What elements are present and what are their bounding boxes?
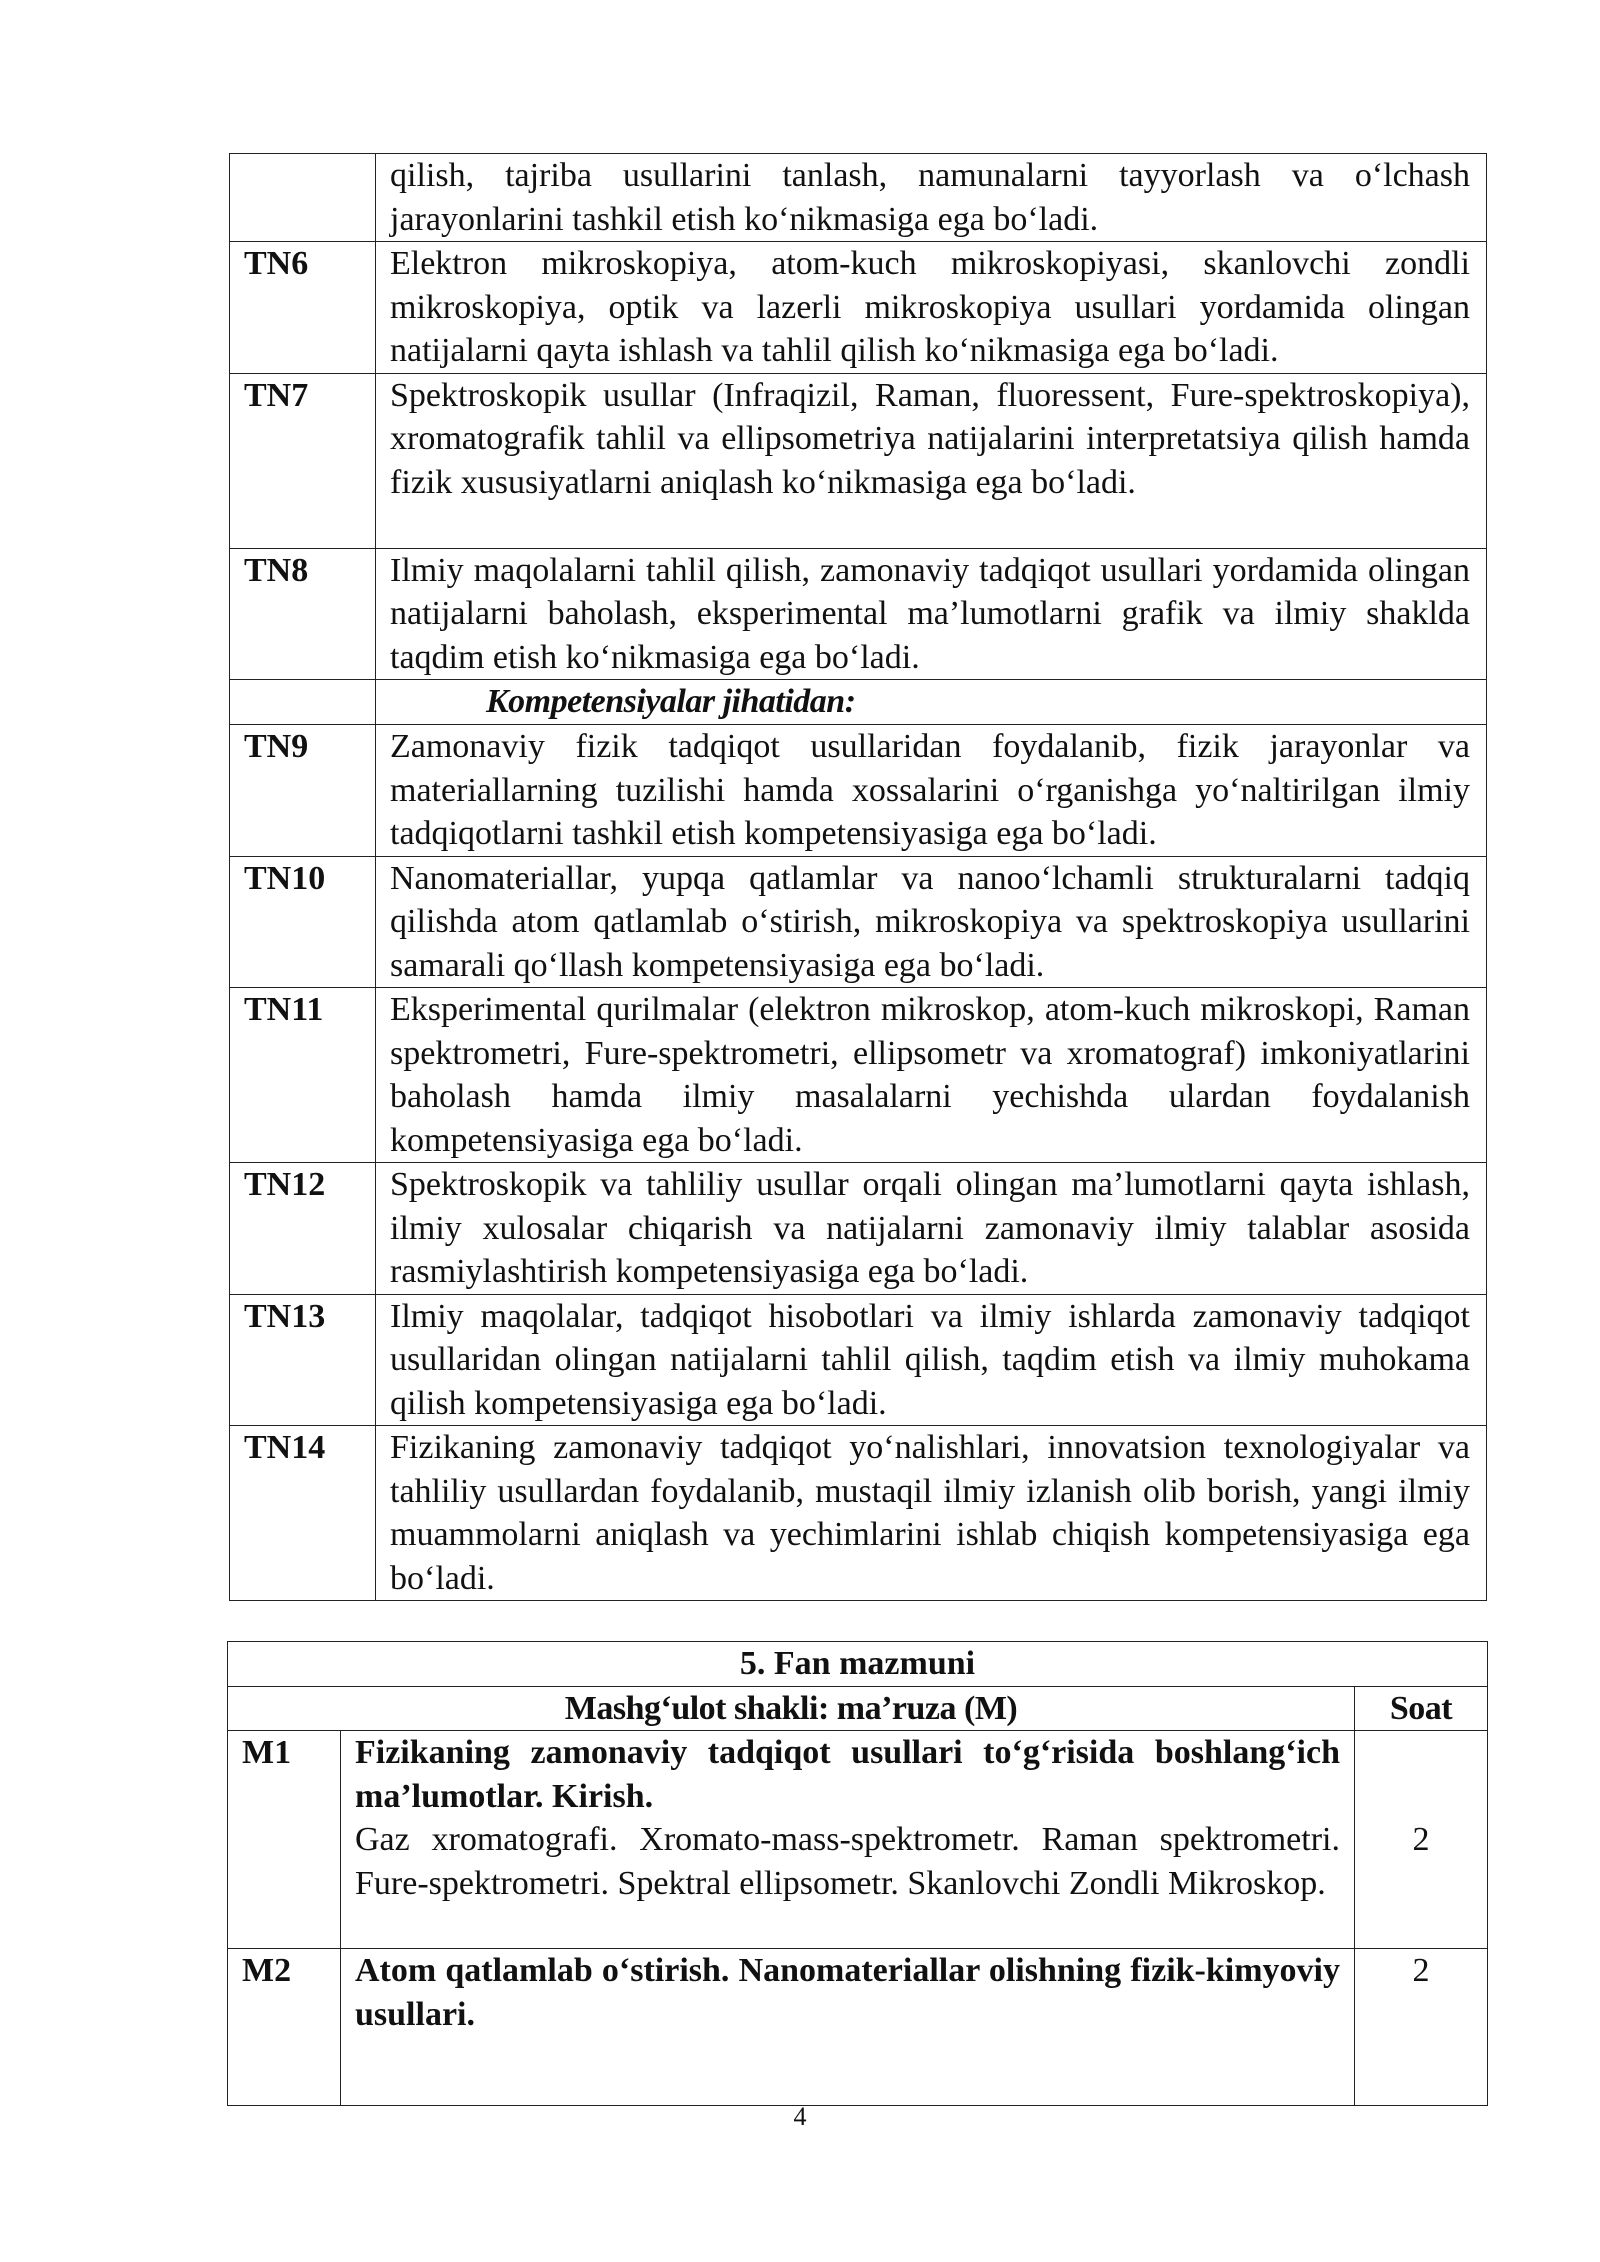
outcome-row [230,154,1487,242]
page-number: 4 [793,2102,807,2131]
lecture-body: Gaz xromatografi. Xromato-mass-spektrometr. Raman spektrometri. Fure-spektrometri. Spektral ellipsometr. Skanlovchi Zondli Mikroskop. [355,1821,1340,1902]
course-content-table [227,1641,1488,2106]
competency-text: Zamonaviy fizik tadqiqot usullaridan foydalanib, fizik jarayonlar va materiallarning tuzilishi hamda xossalarini o‘rganishga yo‘naltirilgan ilmiy tadqiqotlarni tashkil etish kompetensiyasiga ega bo‘ladi. [376,725,1487,857]
competency-row [230,725,1487,857]
outcome-code: TN6 [230,242,376,374]
competency-text: Ilmiy maqolalar, tadqiqot hisobotlari va ilmiy ishlarda zamonaviy tadqiqot usullaridan olingan natijalarni tahlil qilish, taqdim etish va ilmiy muhokama qilish kompetensiyasiga ega bo‘ladi. [376,1294,1487,1426]
competency-code: TN9 [230,725,376,857]
learning-outcomes-table [229,153,1487,1601]
lecture-topic [341,1731,1355,1949]
content-title: 5. Fan mazmuni [228,1642,1488,1687]
lecture-hours: 2 [1355,1949,1488,2106]
competency-text: Fizikaning zamonaviy tadqiqot yo‘nalishlari, innovatsion texnologiyalar va tahliliy usullardan foydalanib, mustaqil ilmiy izlanish olib borish, yangi ilmiy muammolarni aniqlash va yechimlarini ishlab chiqish kompetensiyasiga ega bo‘ladi. [376,1426,1487,1601]
outcome-code [230,154,376,242]
lecture-code: M2 [228,1949,341,2106]
lecture-row [228,1949,1488,2106]
outcome-code: TN8 [230,548,376,680]
section-heading-empty-cell [230,680,376,725]
lecture-row [228,1731,1488,1949]
competency-text: Nanomateriallar, yupqa qatlamlar va nanoo‘lchamli strukturalarni tadqiq qilishda atom qatlamlab o‘stirish, mikroskopiya va spektroskopiya usullarini samarali qo‘llash kompetensiyasiga ega bo‘ladi. [376,856,1487,988]
competency-row [230,1294,1487,1426]
content-title-row [228,1642,1488,1687]
lecture-topic [341,1949,1355,2106]
content-header-row [228,1686,1488,1731]
outcome-text: Elektron mikroskopiya, atom-kuch mikroskopiyasi, skanlovchi zondli mikroskopiya, optik va lazerli mikroskopiya usullari yordamida olingan natijalarni qayta ishlash va tahlil qilish ko‘nikmasiga ega bo‘ladi. [376,242,1487,374]
competency-row [230,1163,1487,1295]
competency-code: TN12 [230,1163,376,1295]
competency-row [230,1426,1487,1601]
section-heading-row [230,680,1487,725]
competency-text: Eksperimental qurilmalar (elektron mikroskop, atom-kuch mikroskopi, Raman spektrometri, Fure-spektrometri, ellipsometr va xromatograf) imkoniyatlarini baholash hamda ilmiy masalalarni yechishda ulardan foydalanish kompetensiyasiga ega bo‘ladi. [376,988,1487,1163]
outcome-text: Spektroskopik usullar (Infraqizil, Raman, fluoressent, Fure-spektroskopiya), xromatografik tahlil va ellipsometriya natijalarini interpretatsiya qilish hamda fizik xususiyatlarni aniqlash ko‘nikmasiga ega bo‘ladi. [376,373,1487,548]
lecture-title: Fizikaning zamonaviy tadqiqot usullari to‘g‘risida boshlang‘ich ma’lumotlar. Kirish. [355,1734,1340,1815]
competency-code: TN14 [230,1426,376,1601]
competency-code: TN13 [230,1294,376,1426]
competency-row [230,856,1487,988]
competency-text: Spektroskopik va tahliliy usullar orqali olingan ma’lumotlarni qayta ishlash, ilmiy xulosalar chiqarish va natijalarni zamonaviy ilmiy talablar asosida rasmiylashtirish kompetensiyasiga ega bo‘ladi. [376,1163,1487,1295]
lecture-title: Atom qatlamlab o‘stirish. Nanomateriallar olishning fizik-kimyoviy usullari. [355,1952,1340,2033]
competency-code: TN10 [230,856,376,988]
outcome-code: TN7 [230,373,376,548]
outcome-text: qilish, tajriba usullarini tanlash, namunalarni tayyorlash va o‘lchash jarayonlarini tashkil etish ko‘nikmasiga ega bo‘ladi. [376,154,1487,242]
competency-row [230,988,1487,1163]
outcome-row [230,548,1487,680]
outcome-row [230,242,1487,374]
section-heading: Kompetensiyalar jihatidan: [376,680,1487,725]
lecture-hours: 2 [1355,1731,1488,1949]
competency-code: TN11 [230,988,376,1163]
outcome-text: Ilmiy maqolalarni tahlil qilish, zamonaviy tadqiqot usullari yordamida olingan natijalarni baholash, eksperimental ma’lumotlarni grafik va ilmiy shaklda taqdim etish ko‘nikmasiga ega bo‘ladi. [376,548,1487,680]
outcome-row [230,373,1487,548]
form-header: Mashg‘ulot shakli: ma’ruza (M) [228,1686,1355,1731]
lecture-code: M1 [228,1731,341,1949]
hours-header: Soat [1355,1686,1488,1731]
